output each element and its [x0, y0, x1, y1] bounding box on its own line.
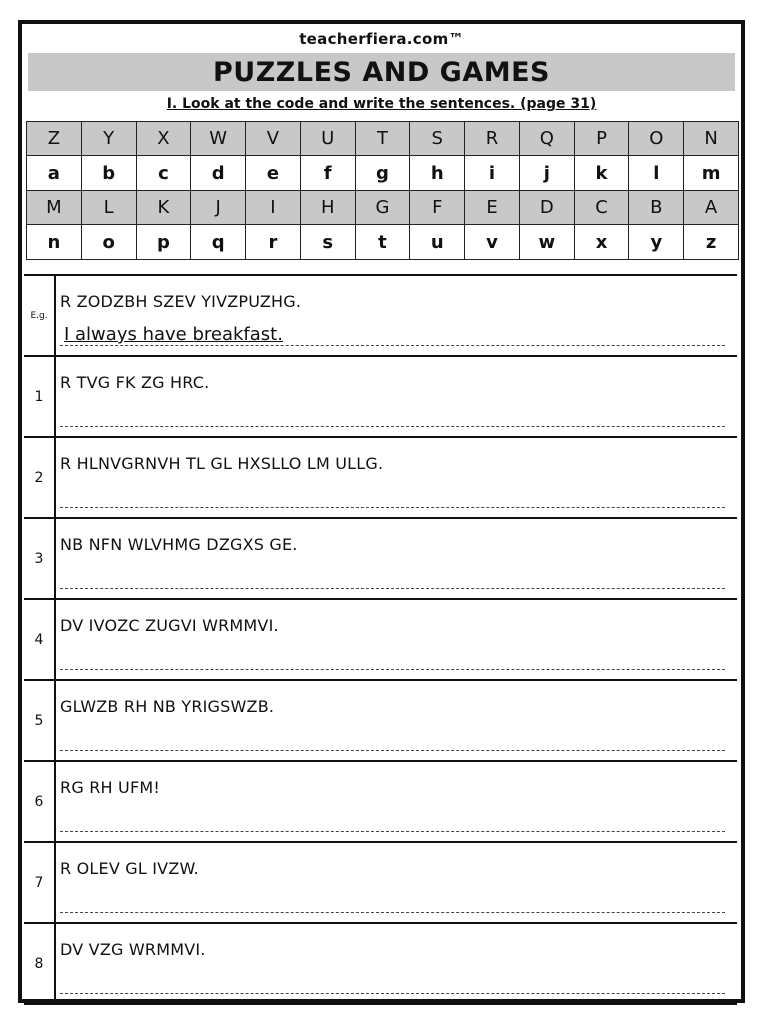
- plain-letter: h: [410, 156, 465, 191]
- exercise-number: 1: [24, 357, 56, 436]
- exercise-number: 5: [24, 681, 56, 760]
- exercise-number: 3: [24, 519, 56, 598]
- exercise-row: [24, 357, 737, 438]
- coded-sentence: R OLEV GL IVZW.: [60, 859, 199, 878]
- cipher-letter: X: [136, 122, 191, 156]
- coded-sentence: DV VZG WRMMVI.: [60, 940, 206, 959]
- exercise-row: [24, 600, 737, 681]
- coded-sentence: R TVG FK ZG HRC.: [60, 373, 210, 392]
- plain-letter: a: [27, 156, 82, 191]
- plain-letter: q: [191, 225, 246, 260]
- cipher-letter: N: [684, 122, 739, 156]
- code-key-table: [26, 121, 739, 260]
- exercise-row-example: [24, 276, 737, 357]
- plain-letter: r: [246, 225, 301, 260]
- plain-letter: t: [355, 225, 410, 260]
- cipher-letter: T: [355, 122, 410, 156]
- plain-letter: y: [629, 225, 684, 260]
- answer-line[interactable]: [60, 807, 725, 832]
- exercise-number: 2: [24, 438, 56, 517]
- coded-sentence: RG RH UFM!: [60, 778, 160, 797]
- exercise-number: 4: [24, 600, 56, 679]
- cipher-letter: P: [574, 122, 629, 156]
- plain-letter: g: [355, 156, 410, 191]
- cipher-letter: Z: [27, 122, 82, 156]
- answer-line[interactable]: [60, 888, 725, 913]
- cipher-letter: J: [191, 191, 246, 225]
- cipher-letter: S: [410, 122, 465, 156]
- exercise-number: E.g.: [24, 276, 56, 355]
- cipher-letter: M: [27, 191, 82, 225]
- cipher-letter: F: [410, 191, 465, 225]
- plain-letter: s: [300, 225, 355, 260]
- plain-letter: w: [519, 225, 574, 260]
- plain-letter: n: [27, 225, 82, 260]
- page-title: PUZZLES AND GAMES: [28, 53, 735, 91]
- cipher-letter: D: [519, 191, 574, 225]
- cipher-letter: C: [574, 191, 629, 225]
- exercise-row: [24, 519, 737, 600]
- answer-line[interactable]: [60, 726, 725, 751]
- plain-letter: z: [684, 225, 739, 260]
- code-row-cipher-1: [27, 122, 739, 156]
- cipher-letter: I: [246, 191, 301, 225]
- plain-letter: c: [136, 156, 191, 191]
- plain-letter: p: [136, 225, 191, 260]
- plain-letter: b: [81, 156, 136, 191]
- cipher-letter: H: [300, 191, 355, 225]
- cipher-letter: L: [81, 191, 136, 225]
- worksheet: [18, 20, 745, 1003]
- exercise-row: [24, 438, 737, 519]
- exercise-row: [24, 762, 737, 843]
- answer-line[interactable]: [60, 969, 725, 994]
- plain-letter: v: [465, 225, 520, 260]
- answer-text: I always have breakfast.: [64, 324, 283, 345]
- answer-line[interactable]: [60, 483, 725, 508]
- answer-line[interactable]: [60, 321, 725, 346]
- code-row-cipher-2: [27, 191, 739, 225]
- instruction: I. Look at the code and write the sentences. (page 31): [166, 96, 597, 112]
- plain-letter: j: [519, 156, 574, 191]
- exercise-number: 8: [24, 924, 56, 1003]
- site-name: teacherfiera.com™: [299, 30, 464, 48]
- plain-letter: i: [465, 156, 520, 191]
- cipher-letter: O: [629, 122, 684, 156]
- exercise-row: [24, 843, 737, 924]
- cipher-letter: B: [629, 191, 684, 225]
- exercise-row: [24, 681, 737, 762]
- code-row-plain-1: [27, 156, 739, 191]
- exercise-number: 6: [24, 762, 56, 841]
- cipher-letter: R: [465, 122, 520, 156]
- plain-letter: k: [574, 156, 629, 191]
- plain-letter: f: [300, 156, 355, 191]
- cipher-letter: K: [136, 191, 191, 225]
- exercise-list: [24, 274, 737, 1005]
- coded-sentence: GLWZB RH NB YRIGSWZB.: [60, 697, 275, 716]
- plain-letter: u: [410, 225, 465, 260]
- plain-letter: l: [629, 156, 684, 191]
- answer-line[interactable]: [60, 402, 725, 427]
- coded-sentence: R ZODZBH SZEV YIVZPUZHG.: [60, 292, 302, 311]
- answer-line[interactable]: [60, 645, 725, 670]
- coded-sentence: DV IVOZC ZUGVI WRMMVI.: [60, 616, 279, 635]
- exercise-row: [24, 924, 737, 1005]
- cipher-letter: Q: [519, 122, 574, 156]
- cipher-letter: U: [300, 122, 355, 156]
- plain-letter: m: [684, 156, 739, 191]
- plain-letter: e: [246, 156, 301, 191]
- cipher-letter: W: [191, 122, 246, 156]
- coded-sentence: R HLNVGRNVH TL GL HXSLLO LM ULLG.: [60, 454, 384, 473]
- answer-line[interactable]: [60, 564, 725, 589]
- cipher-letter: A: [684, 191, 739, 225]
- code-row-plain-2: [27, 225, 739, 260]
- cipher-letter: V: [246, 122, 301, 156]
- exercise-number: 7: [24, 843, 56, 922]
- plain-letter: o: [81, 225, 136, 260]
- plain-letter: x: [574, 225, 629, 260]
- cipher-letter: Y: [81, 122, 136, 156]
- coded-sentence: NB NFN WLVHMG DZGXS GE.: [60, 535, 298, 554]
- plain-letter: d: [191, 156, 246, 191]
- cipher-letter: G: [355, 191, 410, 225]
- cipher-letter: E: [465, 191, 520, 225]
